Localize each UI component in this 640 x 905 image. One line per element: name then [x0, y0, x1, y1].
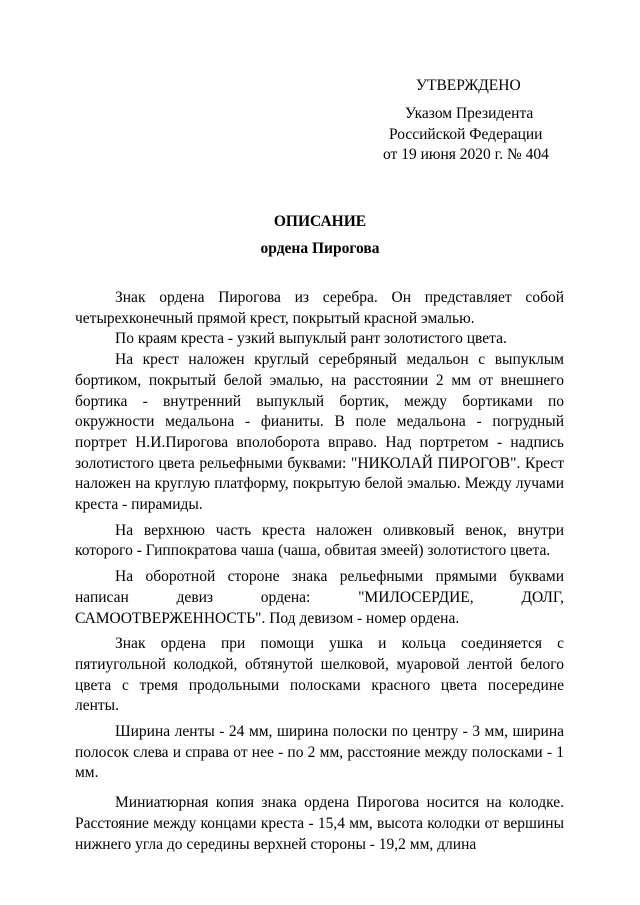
paragraph: Знак ордена при помощи ушка и кольца соединяется с пятиугольной колодкой, обтянутой шелковой, муаровой лентой белого цвета с тремя продольными полосками красного цвета посередине ленты.	[75, 635, 564, 715]
approval-country-line: Российской Федерации	[389, 125, 543, 143]
approval-heading: УТВЕРЖДЕНО	[416, 77, 521, 94]
paragraph: Миниатюрная копия знака ордена Пирогова носится на колодке. Расстояние между концами креста - 15,4 мм, высота колодки от вершины нижнего угла до середины верхней стороны - 19,2 мм, длина	[75, 794, 564, 853]
document-body	[75, 288, 564, 855]
paragraph: На верхнюю часть креста наложен оливковый венок, внутри которого - Гиппократова чаша (чаша, обвитая змеей) золотистого цвета.	[75, 521, 564, 560]
paragraph: Ширина ленты - 24 мм, ширина полоски по центру - 3 мм, ширина полосок слева и справа от нее - по 2 мм, расстояние между полосками - 1 мм.	[75, 723, 564, 782]
paragraph: По краям креста - узкий выпуклый рант золотистого цвета.	[115, 330, 507, 348]
paragraph: На оборотной стороне знака рельефными прямыми буквами написан девиз ордена: "МИЛОСЕРДИЕ, ДОЛГ, САМООТВЕРЖЕННОСТЬ". Под девизом - номер ордена.	[75, 568, 564, 627]
document-subtitle: ордена Пирогова	[260, 240, 380, 257]
approval-date-line: от 19 июня 2020 г. № 404	[383, 146, 549, 163]
paragraph: На крест наложен круглый серебряный медальон с выпуклым бортиком, покрытый белой эмалью, на расстоянии 2 мм от внешнего бортика - внутренний выпуклый бортик, между бортиками по окружности медальона - фианиты. В поле медальона - погрудный портрет Н.И.Пирогова вполоборота вправо. Над портретом - надпись золотистого цвета рельефными буквами: "НИКОЛАЙ ПИРОГОВ". Крест наложен на круглую платформу, покрытую белой эмалью. Между лучами креста - пирамиды.	[75, 351, 564, 514]
paragraph: Знак ордена Пирогова из серебра. Он представляет собой четырехконечный прямой крест, покрытый красной эмалью.	[75, 289, 564, 327]
document-title: ОПИСАНИЕ	[273, 213, 367, 230]
approval-decree-line: Указом Президента	[405, 105, 534, 122]
